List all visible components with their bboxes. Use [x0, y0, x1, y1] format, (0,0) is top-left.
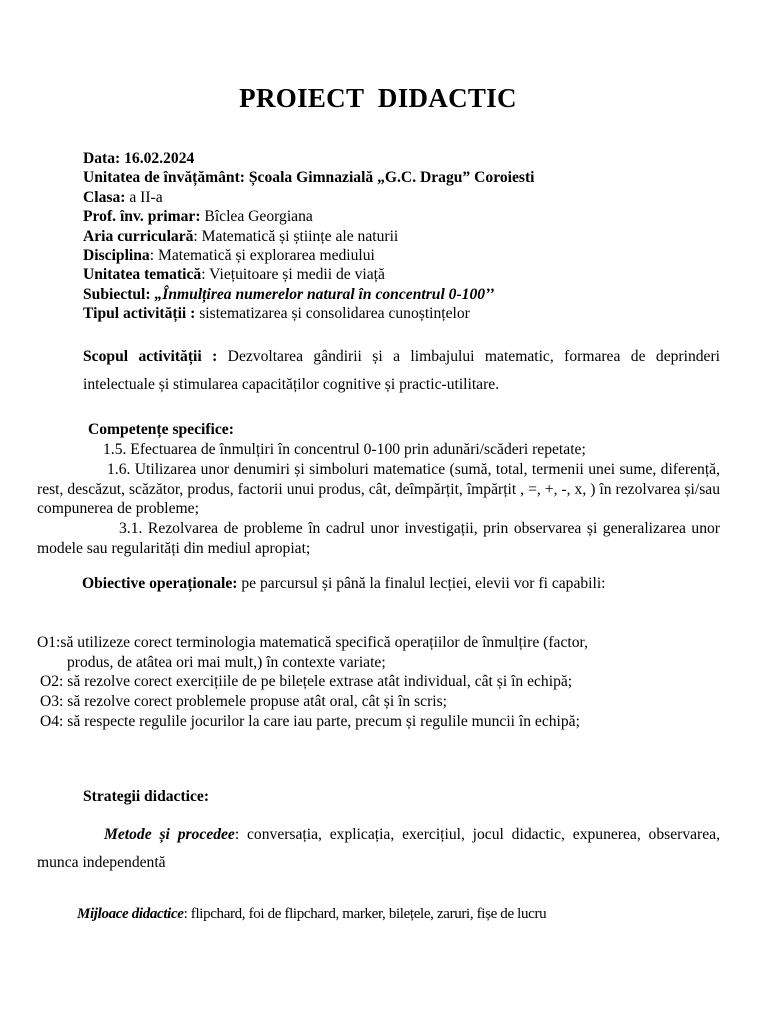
- objective-o2: O2: să rezolve corect exercițiile de pe bilețele extrase atât individual, cât și în echipă;: [40, 673, 573, 690]
- activity-purpose: Scopul activității : Dezvoltarea gândirii și a limbajului matematic, formarea de deprinderi intelectuale și stimularea capacităților cognitive și practic-utilitare.: [83, 348, 720, 393]
- info-date: Data: 16.02.2024: [83, 150, 195, 167]
- objectives-intro: Obiective operaționale: pe parcursul și până la finalul lecției, elevii vor fi capabili:: [82, 575, 606, 592]
- project-info: [83, 149, 534, 324]
- objective-o1-line1: O1:să utilizeze corect terminologia matematică specifică operațiilor de înmulțire (factor,: [37, 634, 588, 651]
- info-subject: Subiectul: „Înmulțirea numerelor natural în concentrul 0-100’’: [83, 285, 495, 303]
- info-class: Clasa: a II-a: [83, 188, 163, 206]
- info-teacher: Prof. înv. primar: Bîclea Georgiana: [83, 208, 313, 226]
- objective-o1-line2: produs, de atâtea ori mai mult,) în contexte variate;: [67, 654, 386, 671]
- info-discipline: Disciplina: Matematică și explorarea mediului: [83, 247, 375, 265]
- methods-procedures: Metode și procedee: conversația, explicația, exercițiul, jocul didactic, expunerea, observarea, munca independentă: [37, 826, 720, 871]
- competence-1-6: 1.6. Utilizarea unor denumiri și simboluri matematice (sumă, total, termenii unei sume, diferență, rest, descăzut, scăzător, produs, factorii unui produs, cât, deîmpărțit, împărțit , =, +, -, x, ) în rezolvarea și/sau compunerea de probleme;: [37, 461, 720, 518]
- objective-o4: O4: să respecte regulile jocurilor la care iau parte, precum și regulile muncii în echipă;: [40, 713, 580, 730]
- competences-heading: Competențe specifice:: [88, 421, 234, 438]
- info-activity-type: Tipul activității : sistematizarea și consolidarea cunoștințelor: [83, 305, 470, 323]
- objective-o3: O3: să rezolve corect problemele propuse atât oral, cât și în scris;: [40, 693, 448, 710]
- competence-3-1: 3.1. Rezolvarea de probleme în cadrul unor investigații, prin observarea și generalizarea unor modele sau regularități din mediul apropiat;: [37, 520, 720, 557]
- strategies-heading: Strategii didactice:: [83, 788, 210, 805]
- info-curricular-area: Aria curriculară: Matematică și științe ale naturii: [83, 227, 399, 245]
- info-school: Unitatea de învățământ: Școala Gimnazială „G.C. Dragu” Coroiesti: [83, 169, 535, 187]
- document-title: PROIECT DIDACTIC: [239, 83, 517, 113]
- info-thematic-unit: Unitatea tematică: Viețuitoare și medii de viață: [83, 266, 385, 284]
- competence-1-5: 1.5. Efectuarea de înmulțiri în concentrul 0-100 prin adunări/scăderi repetate;: [103, 441, 586, 458]
- didactic-means: Mijloace didactice: flipchard, foi de flipchard, marker, bilețele, zaruri, fișe de lucru: [77, 906, 547, 922]
